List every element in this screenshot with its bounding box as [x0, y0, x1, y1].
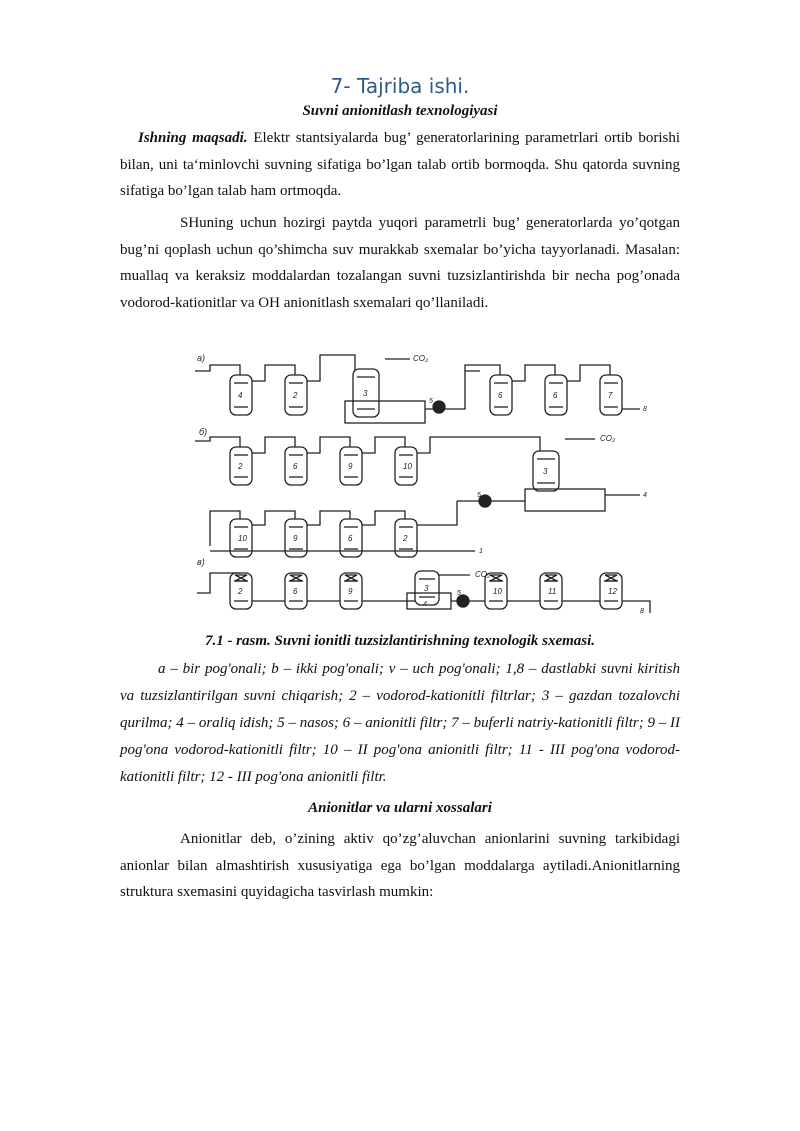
tank-b2-1-label: 10: [238, 534, 247, 543]
valve-c-3: [345, 575, 357, 581]
tank-c-1-label: 2: [238, 587, 243, 596]
tank-b-3-label: 9: [348, 462, 353, 471]
paragraph-2: SHuning uchun hozirgi paytda yuqori parametrli bug’ generatorlarda yo’qotgan bug’ni qoplash uchun qo’shimcha suv murakkab sxemalar bo’yicha tayyorlanadi. Masalan: muallaq va keraksiz moddalardan tozalangan suvni tuzsizlantirishda bir necha pog’onada vodorod-kationitlar va OH anionitlash sxemalari qo’llaniladi.: [120, 215, 680, 311]
tank-a-5-label: 6: [553, 391, 558, 400]
section-title: Anionitlar va ularni xossalari: [308, 800, 492, 816]
valve-c-1: [235, 575, 247, 581]
pump-c-label: 5: [457, 590, 461, 597]
pipe-a-1: [252, 365, 295, 381]
row-label-a: a): [197, 353, 206, 363]
figure-caption: 7.1 - rasm. Suvni ionitli tuzsizlantirishning texnologik sxemasi.: [204, 633, 596, 649]
pipe-b-3: [362, 437, 405, 453]
side-label-b: 4: [643, 492, 647, 499]
figure-legend: a – bir pog'onali; b – ikki pog'onali; v – uch pog'onali; 1,8 – dastlabki suvni kiritish va tuzsizlantirilgan suvni chiqarish; 2 – vodorod-kationitli filtrlar; 3 – gazdan tozalovchi qurilma; 4 – oraliq idish; 5 – nasos; 6 – anionitli filtr; 7 – buferli natriy-kationitli filtr; 9 – II pog'ona vodorod-kationitli filtr; 10 – II pog'ona anionitli filtr; 11 - III pog'ona vodorod-kationitli filtr; 12 - III pog'ona anionitli filtr.: [120, 661, 680, 785]
page-title: 7- Tajriba ishi.: [330, 74, 470, 98]
valve-c-7: [605, 575, 617, 581]
tank-b-2-label: 6: [293, 462, 298, 471]
intro-text: Elektr stantsiyalarda bug’ generatorlarining parametrlari ortib borishi bilan, uni ta‘minlovchi suvning sifatiga bo’lgan talab ortib bormoqda. Shu qatorda suvning sifatiga bo’lgan talab ham ortmoqda.: [120, 130, 680, 199]
pipe-b2-in: [210, 511, 240, 546]
pipe-a-6: [567, 365, 610, 381]
pipe-b-4: [417, 437, 540, 453]
tank-a-2-label: 2: [293, 391, 298, 400]
in-label-b: 1: [479, 548, 483, 555]
out-label-c: 8: [640, 608, 644, 615]
tank-c-5-label: 10: [493, 587, 502, 596]
pump-b-label: 5: [477, 492, 481, 499]
pipe-c-out: [622, 601, 650, 613]
tank-b-4-label: 10: [403, 462, 412, 471]
valve-c-2: [290, 575, 302, 581]
pipe-b2-4: [417, 501, 457, 525]
row-label-b: б): [199, 427, 208, 437]
tank-c-7-label: 12: [608, 587, 617, 596]
intro-lead: Ishning maqsadi.: [138, 130, 248, 146]
pipe-a-2: [307, 355, 355, 381]
tank-a-4-label: 6: [498, 391, 503, 400]
tank-a-6-label: 7: [608, 391, 613, 400]
page-subtitle: Suvni anionitlash texnologiyasi: [302, 103, 498, 119]
tank-a-1-label: 4: [238, 391, 243, 400]
pipe-b2-1: [252, 511, 295, 525]
pump-a-label: 5: [429, 398, 433, 405]
co2-label-a: CO₂: [413, 354, 429, 363]
intro-paragraph: [120, 125, 680, 205]
tank-a-3-label: 3: [363, 389, 368, 398]
tank-a-vessel: [345, 401, 425, 423]
tank-c-2-label: 6: [293, 587, 298, 596]
section-paragraph: Anionitlar deb, o’zining aktiv qo’zg’aluvchan anionlarini suvning tarkibidagi anionlar bilan almashtirish xususiyatiga ega bo’lgan moddalarga aytiladi.Anionitlarning struktura sxemasini quyidagicha tasvirlash mumkin:: [120, 831, 680, 900]
out-label-a: 8: [643, 406, 647, 413]
tank-c-vessel-label: 4: [423, 601, 427, 608]
tank-b2-4-label: 2: [403, 534, 408, 543]
pump-a: [433, 401, 445, 413]
pipe-c-in: [197, 573, 240, 593]
tank-c-6-label: 11: [548, 587, 557, 596]
co2-label-b: CO₂: [600, 434, 616, 443]
tank-b-1-label: 2: [238, 462, 243, 471]
tank-c-degas-label: 3: [424, 584, 429, 593]
tank-b2-2-label: 9: [293, 534, 298, 543]
pipe-a-5: [512, 365, 555, 381]
tank-b2-3-label: 6: [348, 534, 353, 543]
process-scheme-figure: [195, 351, 670, 616]
tank-c-3-label: 9: [348, 587, 353, 596]
pipe-a-3: [425, 371, 480, 409]
valve-c-6: [545, 575, 557, 581]
pipe-b-in: [195, 437, 240, 447]
tank-b-vessel: [525, 489, 605, 511]
pipe-a-4: [465, 365, 500, 375]
pipe-b-1: [252, 437, 295, 453]
co2-label-c: CO₂: [475, 570, 491, 579]
row-label-c: в): [197, 557, 205, 567]
valve-c-5: [490, 575, 502, 581]
pipe-a-in: [195, 365, 240, 375]
pipe-b2-2: [307, 511, 350, 525]
pipe-b-2: [307, 437, 350, 453]
pipe-b2-3: [362, 511, 405, 525]
tank-b-5-label: 3: [543, 467, 548, 476]
